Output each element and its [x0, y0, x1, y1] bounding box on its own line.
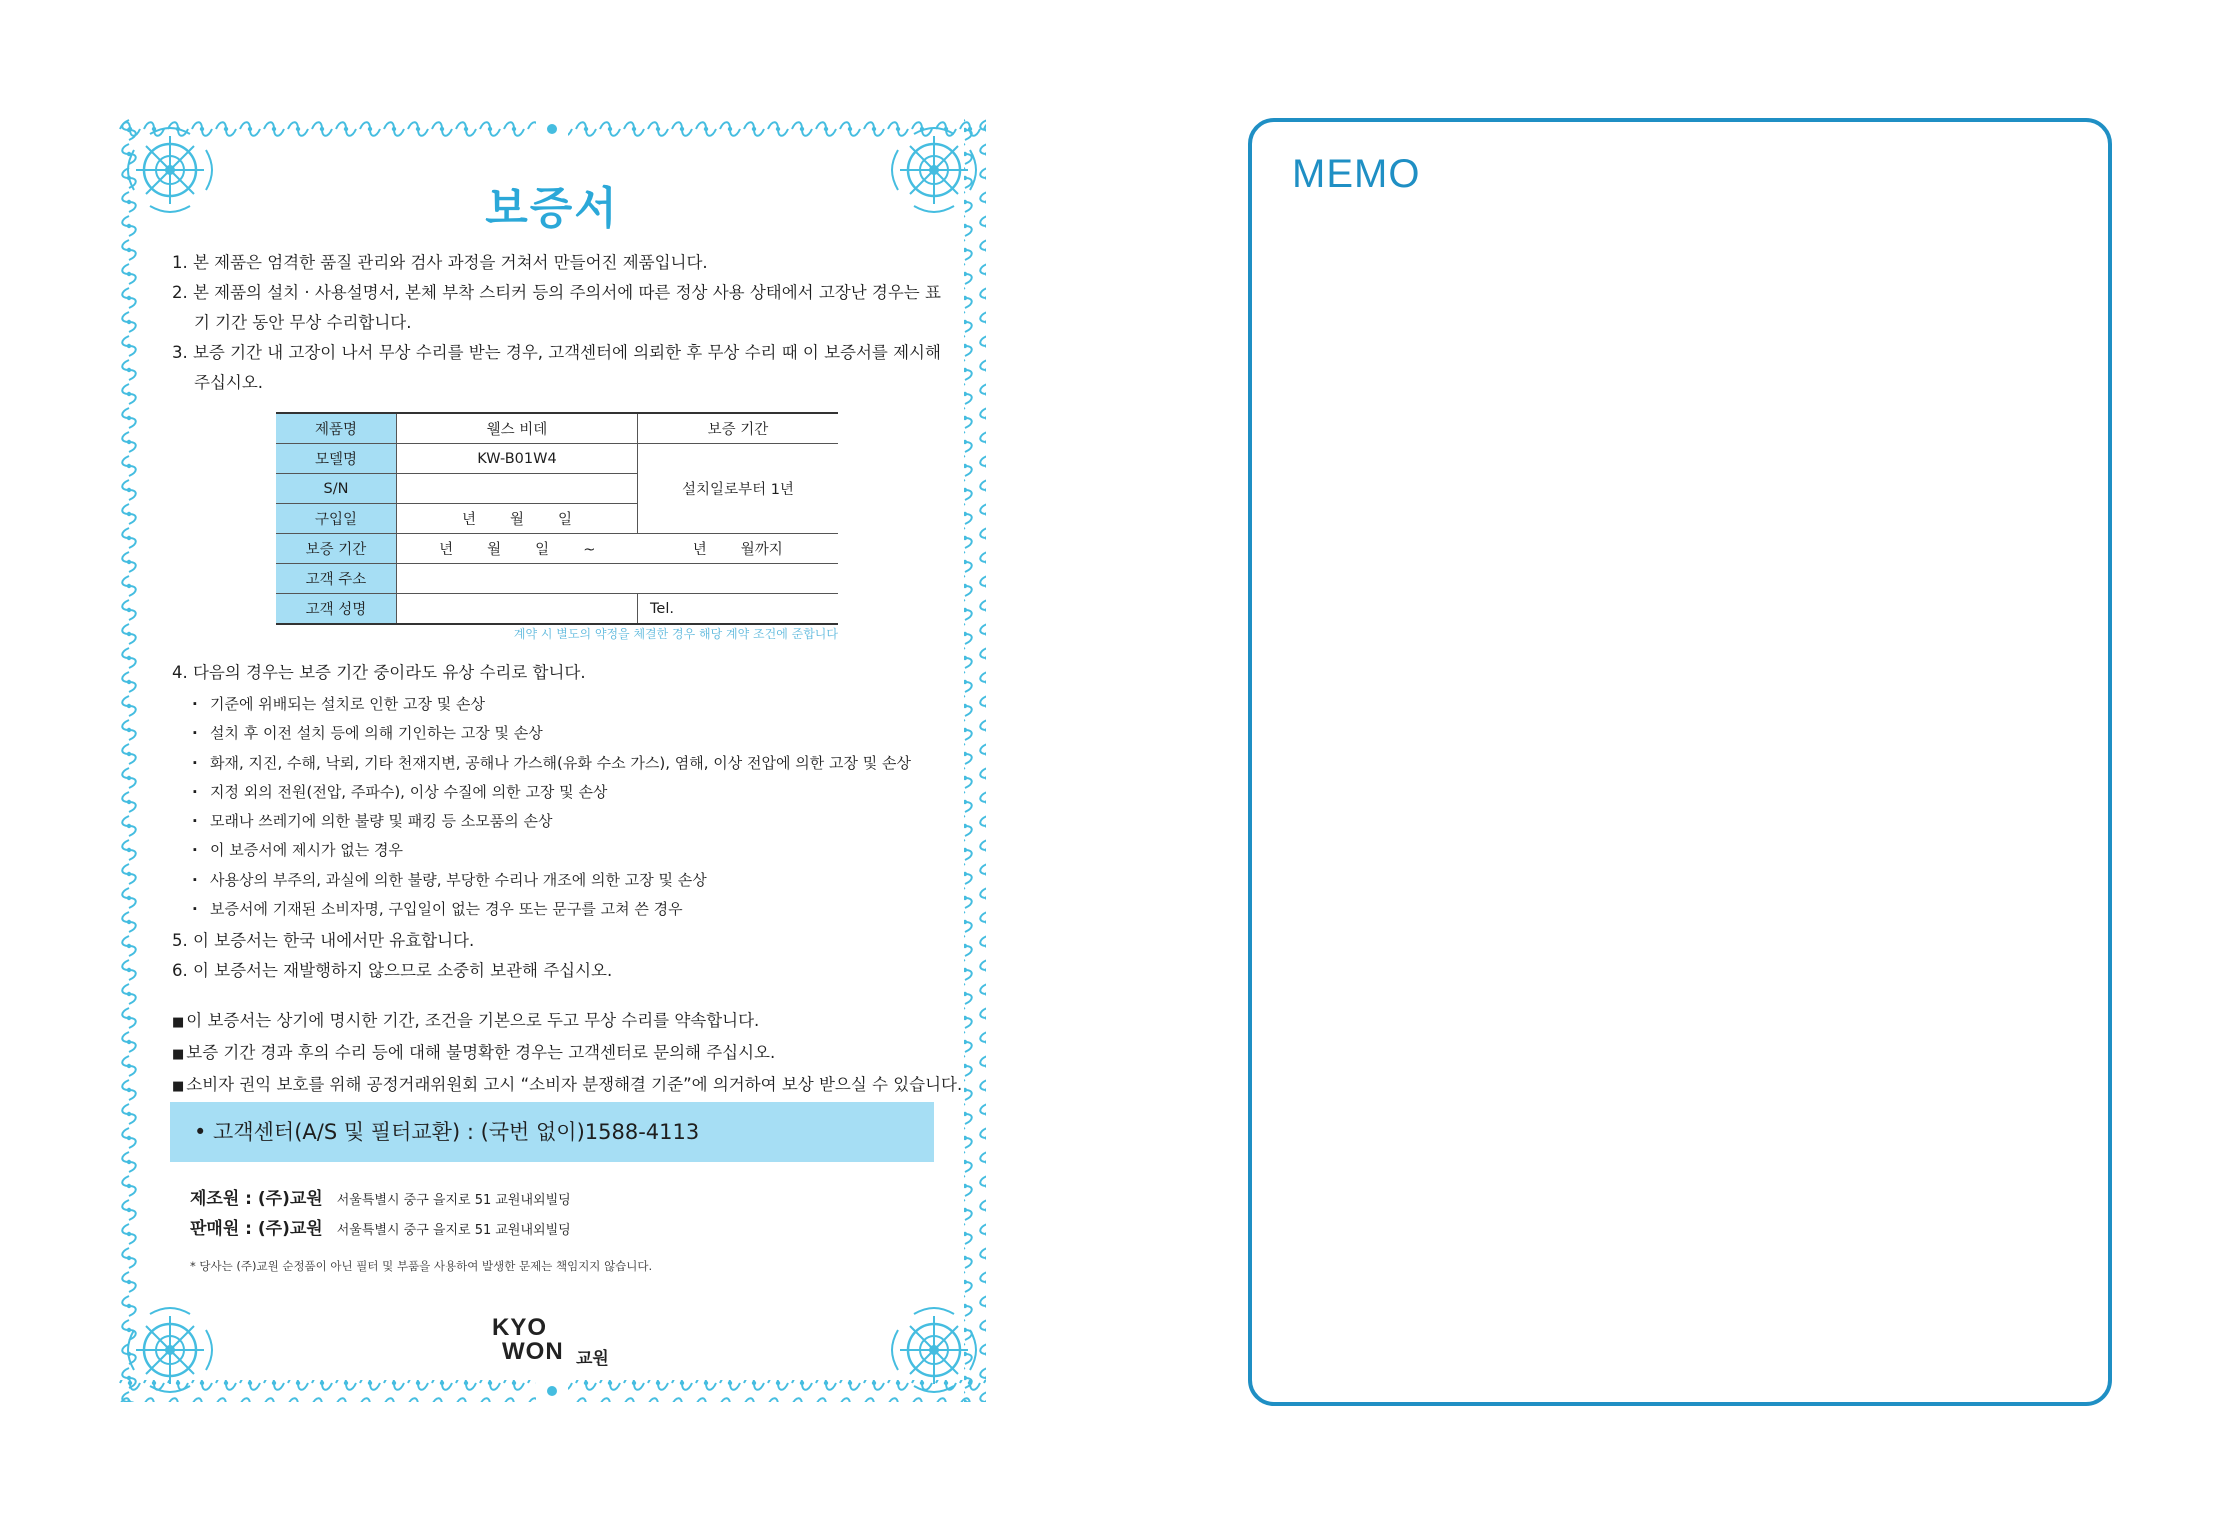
list-item: · 설치 후 이전 설치 등에 의해 기인하는 고장 및 손상	[192, 719, 952, 748]
notice-item: ■ 보증 기간 경과 후의 수리 등에 대해 불명확한 경우는 고객센터로 문의해 주십시오.	[172, 1038, 962, 1070]
list-item: · 화재, 지진, 수해, 낙뢰, 기타 천재지변, 공해나 가스해(유화 수소 가스), 염해, 이상 전압에 의한 고장 및 손상	[192, 749, 952, 778]
list-item: · 이 보증서에 제시가 없는 경우	[192, 836, 952, 865]
seller-address: 서울특별시 중구 을지로 51 교원내외빌딩	[336, 1223, 571, 1238]
table-note: 계약 시 별도의 약정을 체결한 경우 해당 계약 조건에 준합니다	[513, 627, 838, 641]
period-label: 보증 기간	[276, 534, 397, 564]
customer-tel-field: Tel.	[638, 594, 839, 625]
list-item: · 보증서에 기재된 소비자명, 구입일이 없는 경우 또는 문구를 고쳐 쓴 경우	[192, 895, 952, 924]
clause-3: 3. 보증 기간 내 고장이 나서 무상 수리를 받는 경우, 고객센터에 의뢰한 후 무상 수리 때 이 보증서를 제시해 주십시오.	[172, 343, 941, 392]
customer-address-field	[397, 564, 839, 594]
manufacturer-label: 제조원 : (주)교원	[190, 1189, 323, 1209]
clause-5: 5. 이 보증서는 한국 내에서만 유효합니다.	[172, 931, 475, 950]
serial-number-field	[397, 474, 638, 504]
product-name-value: 웰스 비데	[397, 413, 638, 444]
notice-item: ■ 소비자 권익 보호를 위해 공정거래위원회 고시 “소비자 분쟁해결 기준”에 의거하여 보상 받으실 수 있습니다.	[172, 1070, 962, 1102]
warranty-clauses	[172, 248, 952, 398]
model-label: 모델명	[276, 444, 397, 474]
serial-number-label: S/N	[276, 474, 397, 504]
seller-label: 판매원 : (주)교원	[190, 1219, 323, 1239]
tail-clauses	[172, 926, 612, 986]
purchase-date-label: 구입일	[276, 504, 397, 534]
customer-address-label: 고객 주소	[276, 564, 397, 594]
manufacturer-address: 서울특별시 중구 을지로 51 교원내외빌딩	[336, 1193, 571, 1208]
warranty-info-table	[276, 412, 838, 625]
kyowon-logo: KYO WON 교원	[492, 1314, 609, 1369]
product-name-label: 제품명	[276, 413, 397, 444]
seller-line	[190, 1214, 571, 1239]
list-item: · 기준에 위배되는 설치로 인한 고장 및 손상	[192, 690, 952, 719]
notice-item: ■ 이 보증서는 상기에 명시한 기간, 조건을 기본으로 두고 무상 수리를 약속합니다.	[172, 1006, 962, 1038]
manufacturer-line	[190, 1184, 571, 1209]
clause-1: 1. 본 제품은 엄격한 품질 관리와 검사 과정을 거쳐서 만들어진 제품입니다.	[172, 253, 708, 272]
list-item: · 사용상의 부주의, 과실에 의한 불량, 부당한 수리나 개조에 의한 고장 및 손상	[192, 866, 952, 895]
warranty-period-header: 보증 기간	[638, 413, 839, 444]
clause-6: 6. 이 보증서는 재발행하지 않으므로 소중히 보관해 주십시오.	[172, 961, 613, 980]
period-end-field: 년 월까지	[638, 534, 839, 564]
customer-center-box: • 고객센터(A/S 및 필터교환) : (국번 없이)1588-4113	[170, 1102, 934, 1162]
memo-title: MEMO	[1292, 152, 1421, 196]
warranty-title: 보증서	[485, 183, 619, 234]
notice-list	[172, 1006, 962, 1102]
warranty-period-value: 설치일로부터 1년	[638, 444, 839, 534]
clause-2: 2. 본 제품의 설치 · 사용설명서, 본체 부착 스티커 등의 주의서에 따른 정상 사용 상태에서 고장난 경우는 표기 기간 동안 무상 수리합니다.	[172, 283, 941, 332]
period-start-field: 년 월 일 ~	[397, 534, 638, 564]
customer-name-label: 고객 성명	[276, 594, 397, 625]
customer-name-field	[397, 594, 638, 625]
list-item: · 지정 외의 전원(전압, 주파수), 이상 수질에 의한 고장 및 손상	[192, 778, 952, 807]
purchase-date-field: 년 월 일	[397, 504, 638, 534]
warranty-card	[118, 118, 986, 1402]
model-value: KW-B01W4	[397, 444, 638, 474]
paid-repair-list	[192, 690, 952, 924]
list-item: · 모래나 쓰레기에 의한 불량 및 패킹 등 소모품의 손상	[192, 807, 952, 836]
memo-box	[1248, 118, 2112, 1406]
paid-repair-heading: 4. 다음의 경우는 보증 기간 중이라도 유상 수리로 합니다.	[172, 663, 586, 682]
footnote: * 당사는 (주)교원 순정품이 아닌 필터 및 부품을 사용하여 발생한 문제는 책임지지 않습니다.	[190, 1259, 653, 1273]
